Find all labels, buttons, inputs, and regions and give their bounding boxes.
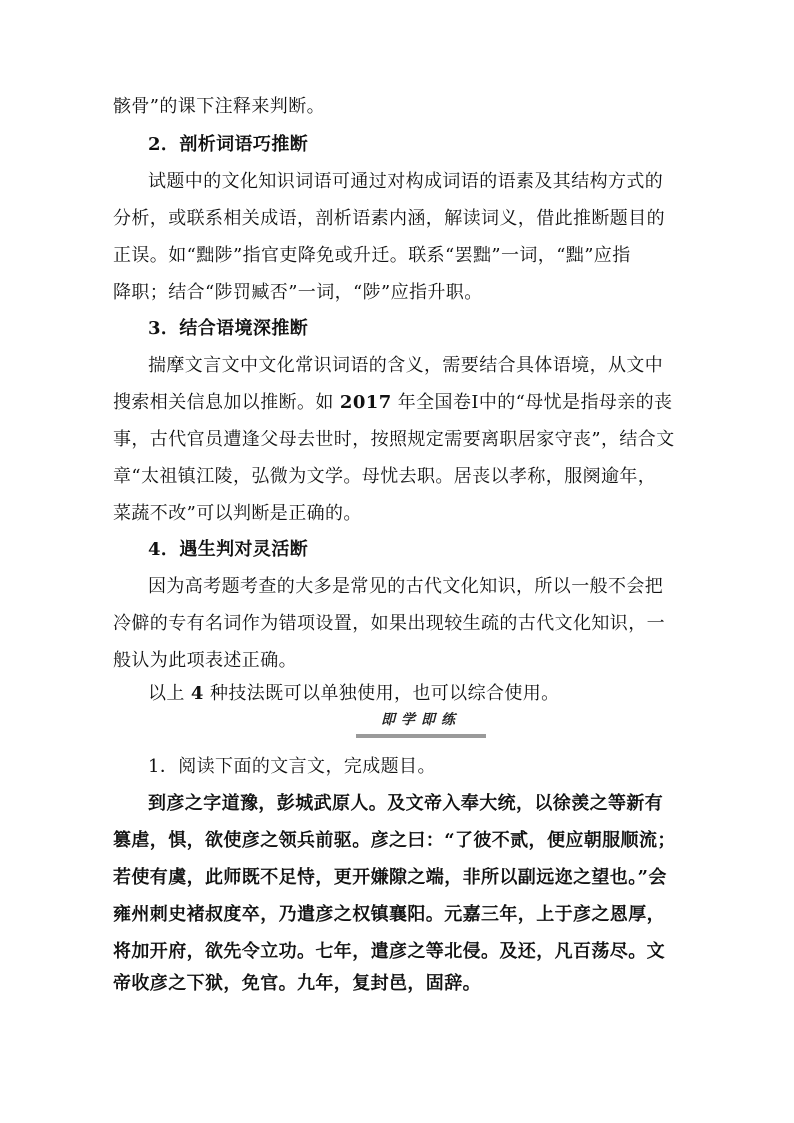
paragraph-line (0, 392, 794, 414)
paragraph-line: 般认为此项表述正确。 (113, 650, 297, 671)
passage-line: 若使有虞，此师既不足恃，更开嫌隙之端，非所以副远迩之望也。”会 (113, 867, 667, 888)
passage-line: 到彦之字道豫，彭城武原人。及文帝入奉大统，以徐羡之等新有 (148, 793, 664, 814)
passage-line: 将加开府，欲先令立功。七年，遣彦之等北侵。及还，凡百荡尽。文 (113, 941, 665, 962)
paragraph-line: 试题中的文化知识词语可通过对构成词语的语素及其结构方式的 (148, 171, 664, 192)
paragraph-line: 菜蔬不改”可以判断是正确的。 (113, 503, 362, 524)
text-segment: 以上 (148, 683, 191, 704)
passage-line: 雍州刺史褚叔度卒，乃遣彦之权镇襄阳。元嘉三年，上于彦之恩厚， (113, 904, 665, 925)
paragraph-line: 事，古代官员遭逢父母去世时，按照规定需要离职居家守丧”，结合文 (113, 429, 675, 450)
section-heading-2: 2．剖析词语巧推断 (148, 134, 309, 155)
banner-underline (356, 734, 486, 738)
passage-line: 篡虐，惧，欲使彦之领兵前驱。彦之曰：“了彼不贰，便应朝服顺流； (113, 830, 676, 851)
paragraph-line: 降职；结合“陟罚臧否”一词，“陟”应指升职。 (113, 282, 483, 303)
year-number: 2017 (339, 392, 392, 413)
question-prompt: 1．阅读下面的文言文，完成题目。 (148, 756, 436, 777)
text-segment: 种技法既可以单独使用，也可以综合使用。 (203, 683, 560, 704)
paragraph-line (0, 683, 794, 705)
text-segment: 年全国卷Ⅰ中的“母忧是指母亲的丧 (391, 392, 673, 413)
paragraph-line: 正误。如“黜陟”指官吏降免或升迁。联系“罢黜”一词，“黜”应指 (113, 245, 631, 266)
practice-section-label: 即学即练 (381, 712, 461, 728)
paragraph-line: 分析，或联系相关成语，剖析语素内涵，解读词义，借此推断题目的 (113, 208, 665, 229)
count-number: 4 (190, 683, 204, 704)
paragraph-line: 揣摩文言文中文化常识词语的含义，需要结合具体语境，从文中 (148, 355, 664, 376)
section-heading-4: 4．遇生判对灵活断 (148, 539, 309, 560)
paragraph-line: 章“太祖镇江陵，弘微为文学。母忧去职。居丧以孝称，服阕逾年， (113, 466, 657, 487)
text-segment: 搜索相关信息加以推断。如 (113, 392, 340, 413)
paragraph-line: 骸骨”的课下注释来判断。 (113, 96, 326, 117)
passage-line: 帝收彦之下狱，免官。九年，复封邑，固辞。 (113, 973, 481, 994)
section-heading-3: 3．结合语境深推断 (148, 318, 309, 339)
paragraph-line: 冷僻的专有名词作为错项设置，如果出现较生疏的古代文化知识，一 (113, 613, 665, 634)
paragraph-line: 因为高考题考查的大多是常见的古代文化知识，所以一般不会把 (148, 576, 664, 597)
practice-section-banner (356, 712, 486, 728)
